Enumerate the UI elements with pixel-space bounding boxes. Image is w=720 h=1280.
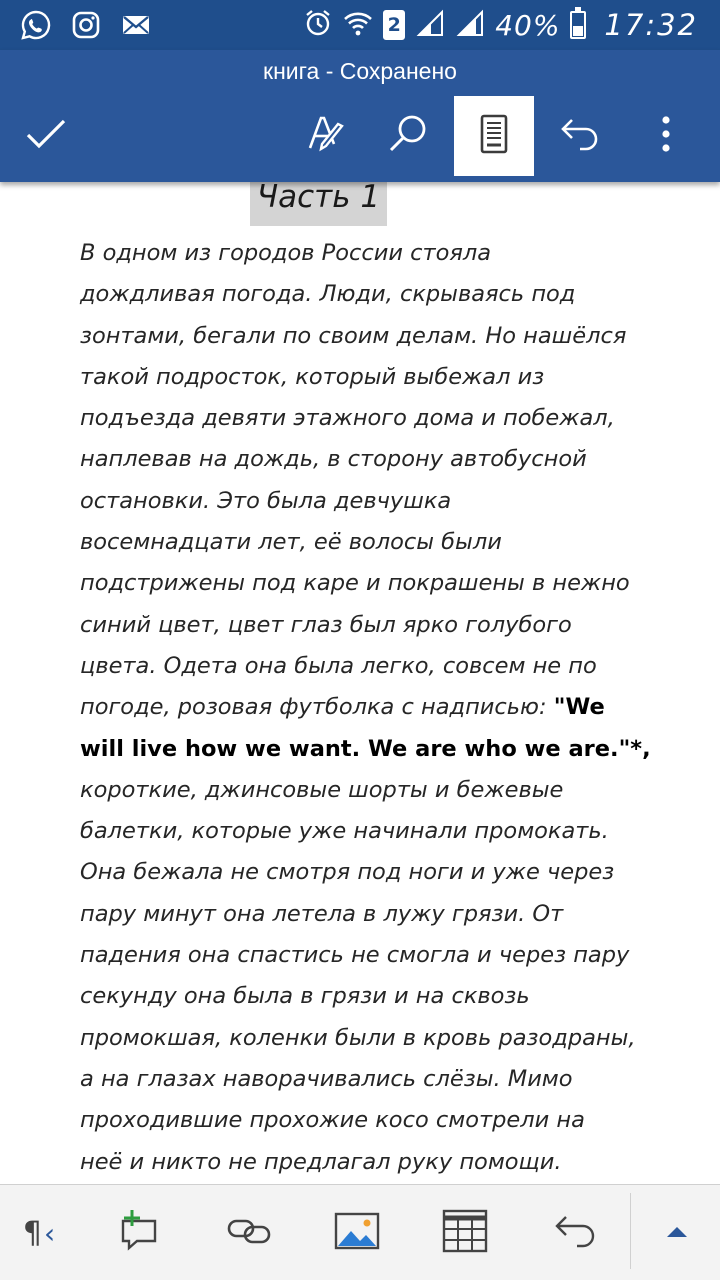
text-line: неё и никто не предлагал руку помощи. xyxy=(80,1148,562,1175)
search-button[interactable] xyxy=(368,96,448,176)
alarm-icon xyxy=(303,8,333,42)
text-line: короткие, джинсовые шорты и бежевые xyxy=(80,776,564,803)
text-line: такой подросток, который выбежал из xyxy=(80,363,545,390)
document-title: книга - Сохранено xyxy=(263,58,457,84)
expand-toolbar-button[interactable] xyxy=(642,1201,712,1265)
status-bar xyxy=(0,0,720,50)
document-page[interactable] xyxy=(0,182,720,1184)
text-line: синий цвет, цвет глаз был ярко голубого xyxy=(80,611,572,638)
mail-icon xyxy=(120,9,152,45)
text-line: дождливая погода. Люди, скрываясь под xyxy=(80,281,576,308)
text-line: Она бежала не смотря под ноги и уже через xyxy=(80,859,615,886)
insert-picture-button[interactable] xyxy=(322,1201,392,1265)
bold-quote-start: "We xyxy=(553,694,605,721)
document-body[interactable] xyxy=(80,233,660,1183)
undo-button[interactable] xyxy=(540,96,620,176)
text-line: промокшая, коленки были в кровь разодраны, xyxy=(80,1024,636,1051)
picture-icon xyxy=(333,1207,381,1259)
text-line: подъезда девяти этажного дома и побежал, xyxy=(80,405,615,432)
notification-icons xyxy=(20,9,152,45)
paragraph-marks-icon: ¶ xyxy=(22,1215,42,1251)
signal-icon xyxy=(455,8,485,42)
wifi-icon xyxy=(343,8,373,42)
done-check-icon xyxy=(24,112,68,160)
text-line: остановки. Это была девчушка xyxy=(80,487,452,514)
toolbar-divider xyxy=(630,1193,631,1269)
undo-bottom-button[interactable] xyxy=(540,1201,610,1265)
battery-icon xyxy=(570,11,586,39)
text-line: пару минут она летела в лужу грязи. От xyxy=(80,900,564,927)
reading-view-icon xyxy=(472,112,516,160)
done-button[interactable] xyxy=(6,96,86,176)
text-line: падения она спастись не смогла и через пару xyxy=(80,942,630,969)
chevron-left-icon: ‹ xyxy=(43,1216,56,1250)
format-button[interactable] xyxy=(286,96,366,176)
undo-icon xyxy=(558,112,602,160)
clock: 17:32 xyxy=(604,8,698,42)
insert-link-button[interactable] xyxy=(214,1201,284,1265)
text-line: балетки, которые уже начинали промокать. xyxy=(80,818,609,845)
bold-quote-end: will live how we want. We are who we are."*, xyxy=(80,735,651,762)
text-line: В одном из городов России стояла xyxy=(80,240,492,266)
more-options-icon xyxy=(644,112,688,160)
text-line: проходившие прохожие косо смотрели на xyxy=(80,1107,585,1134)
battery-percent: 40% xyxy=(495,8,561,42)
new-comment-icon xyxy=(115,1207,163,1259)
app-header xyxy=(0,50,720,182)
link-icon xyxy=(225,1207,273,1259)
signal-icon xyxy=(415,8,445,42)
text-line: зонтами, бегали по своим делам. Но нашёлся xyxy=(80,322,627,349)
search-icon xyxy=(386,112,430,160)
text-segment: погоде, розовая футболка с надписью: xyxy=(80,694,554,721)
system-indicators xyxy=(303,8,698,42)
undo-icon xyxy=(551,1207,599,1259)
paragraph-marks-button[interactable] xyxy=(4,1201,74,1265)
more-options-button[interactable] xyxy=(626,96,706,176)
bottom-toolbar xyxy=(0,1184,720,1280)
new-comment-button[interactable] xyxy=(104,1201,174,1265)
instagram-icon xyxy=(70,9,102,45)
text-line: секунду она была в грязи и на сквозь xyxy=(80,983,530,1010)
chapter-heading[interactable]: Часть 1 xyxy=(250,182,387,226)
text-line: восемнадцати лет, её волосы были xyxy=(80,529,502,556)
insert-table-button[interactable] xyxy=(430,1201,500,1265)
text-line: наплевав на дождь, в сторону автобусной xyxy=(80,446,587,473)
text-line: цвета. Одета она была легко, совсем не по xyxy=(80,652,597,679)
format-pen-icon xyxy=(304,112,348,160)
expand-up-icon xyxy=(653,1207,701,1259)
text-line-with-quote xyxy=(80,687,660,728)
sim-slot-indicator: 2 xyxy=(383,10,405,40)
text-line-quote xyxy=(80,729,660,770)
text-line: подстрижены под каре и покрашены в нежно xyxy=(80,570,630,597)
text-line: а на глазах наворачивались слёзы. Мимо xyxy=(80,1065,573,1092)
whatsapp-icon xyxy=(20,9,52,45)
reading-view-button[interactable] xyxy=(454,96,534,176)
table-icon xyxy=(441,1207,489,1259)
